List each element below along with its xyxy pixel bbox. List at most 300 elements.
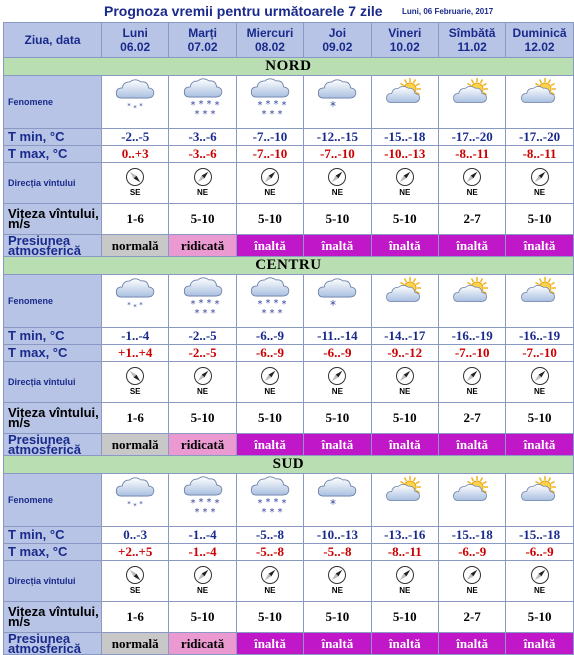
phenomena-cell xyxy=(506,474,573,527)
cloud-snow-icon xyxy=(109,101,161,127)
compass-icon xyxy=(530,366,550,386)
wind-speed-value: 5-10 xyxy=(236,403,303,434)
svg-text:*: * xyxy=(265,98,271,110)
wind-direction xyxy=(327,565,347,595)
wind-direction-label: NE xyxy=(399,187,411,197)
row-label-tmax: T max, °C xyxy=(4,146,102,163)
svg-text:*: * xyxy=(273,98,279,110)
compass-icon xyxy=(193,565,213,585)
pressure-row xyxy=(4,235,574,257)
compass-icon xyxy=(530,167,550,187)
phenomena-cell xyxy=(506,275,573,328)
row-label-tmax: T max, °C xyxy=(4,544,102,561)
wind-direction xyxy=(193,167,213,197)
svg-text:*: * xyxy=(127,499,131,508)
phenomena-cell xyxy=(438,275,505,328)
svg-text:*: * xyxy=(214,298,220,310)
svg-text:*: * xyxy=(265,496,271,508)
phenomena-row xyxy=(4,474,574,527)
tmax-value: -6..-9 xyxy=(304,345,371,362)
cloud-snow-icon xyxy=(109,300,161,326)
wind-direction-label: NE xyxy=(331,187,343,197)
phenomena-cell xyxy=(304,76,371,129)
phenomena-cell xyxy=(102,474,169,527)
svg-text:*: * xyxy=(330,496,337,511)
row-label-pressure: Presiunea atmosferică xyxy=(4,633,102,655)
wind-speed-value: 2-7 xyxy=(438,602,505,633)
day-date: 09.02 xyxy=(322,40,353,54)
svg-text:*: * xyxy=(194,307,200,319)
compass-icon xyxy=(327,565,347,585)
svg-text:*: * xyxy=(261,307,267,319)
row-label-pressure: Presiunea atmosferică xyxy=(4,434,102,456)
wind-direction-cell xyxy=(169,561,236,602)
tmin-value: -10..-13 xyxy=(304,527,371,544)
pressure-value: înaltă xyxy=(304,633,371,655)
wind-direction-row xyxy=(4,561,574,602)
phenomena-cell xyxy=(102,275,169,328)
svg-text:*: * xyxy=(330,98,337,113)
day-name: Sîmbătă xyxy=(448,26,496,40)
svg-text:*: * xyxy=(261,506,267,518)
svg-text:*: * xyxy=(206,496,212,508)
pressure-value: înaltă xyxy=(506,235,573,257)
day-header xyxy=(236,23,303,58)
wind-speed-row xyxy=(4,602,574,633)
tmin-value: -5..-8 xyxy=(236,527,303,544)
tmin-value: -13..-16 xyxy=(371,527,438,544)
wind-direction xyxy=(125,167,145,197)
partly-cloudy-icon xyxy=(514,110,566,127)
wind-speed-value: 5-10 xyxy=(304,204,371,235)
svg-text:*: * xyxy=(133,103,137,112)
tmax-value: 0..+3 xyxy=(102,146,169,163)
wind-speed-value: 2-7 xyxy=(438,204,505,235)
compass-icon xyxy=(462,565,482,585)
pressure-value: înaltă xyxy=(438,235,505,257)
region-name: CENTRU xyxy=(4,257,574,275)
phenomena-cell xyxy=(506,76,573,129)
pressure-value: înaltă xyxy=(438,633,505,655)
tmin-value: -1..-4 xyxy=(102,328,169,345)
pressure-value: înaltă xyxy=(236,235,303,257)
compass-icon xyxy=(395,167,415,187)
wind-direction-label: NE xyxy=(533,585,546,595)
region-name: NORD xyxy=(4,58,574,76)
wind-direction-cell xyxy=(236,163,303,204)
wind-direction xyxy=(193,366,213,396)
compass-icon xyxy=(462,366,482,386)
row-label-wind-direction: Direcția vîntului xyxy=(4,362,102,403)
svg-text:*: * xyxy=(257,497,263,509)
wind-speed-value: 1-6 xyxy=(102,403,169,434)
cloud-snow-icon xyxy=(311,297,363,326)
row-label-wind-speed: Viteza vîntului, m/s xyxy=(4,403,102,434)
pressure-row xyxy=(4,434,574,456)
svg-text:*: * xyxy=(198,98,204,110)
tmax-value: -9..-12 xyxy=(371,345,438,362)
tmax-value: +1..+4 xyxy=(102,345,169,362)
page-header xyxy=(0,2,574,22)
row-label-tmax: T max, °C xyxy=(4,345,102,362)
day-header xyxy=(506,23,573,58)
tmin-value: -2..-5 xyxy=(169,328,236,345)
day-name: Vineri xyxy=(388,26,422,40)
svg-text:*: * xyxy=(133,302,137,311)
region-row xyxy=(4,257,574,275)
partly-cloudy-icon xyxy=(446,110,498,127)
tmax-value: -10..-13 xyxy=(371,146,438,163)
wind-direction-label: NE xyxy=(466,585,478,595)
row-label-tmin: T min, °C xyxy=(4,129,102,146)
day-name: Duminică xyxy=(512,26,567,40)
tmax-value: -7..-10 xyxy=(236,146,303,163)
compass-icon xyxy=(530,565,550,585)
tmax-value: -6..-9 xyxy=(506,544,573,561)
pressure-value: înaltă xyxy=(236,633,303,655)
cloud-heavy-snow-icon xyxy=(244,297,296,326)
partly-cloudy-icon xyxy=(514,309,566,326)
wind-direction xyxy=(462,565,482,595)
wind-speed-value: 5-10 xyxy=(371,204,438,235)
cloud-heavy-snow-icon xyxy=(177,297,229,326)
tmax-value: -7..-10 xyxy=(304,146,371,163)
row-label-tmin: T min, °C xyxy=(4,328,102,345)
wind-direction xyxy=(530,565,550,595)
wind-speed-value: 5-10 xyxy=(236,204,303,235)
partly-cloudy-icon xyxy=(379,110,431,127)
cloud-snow-icon xyxy=(311,496,363,525)
tmax-value: -5..-8 xyxy=(304,544,371,561)
wind-direction-cell xyxy=(236,362,303,403)
tmax-value: -5..-8 xyxy=(236,544,303,561)
svg-text:*: * xyxy=(206,297,212,309)
wind-direction-label: SE xyxy=(129,585,141,595)
tmin-value: -2..-5 xyxy=(102,129,169,146)
wind-speed-row xyxy=(4,204,574,235)
svg-text:*: * xyxy=(214,99,220,111)
wind-speed-value: 5-10 xyxy=(371,403,438,434)
compass-icon xyxy=(125,366,145,386)
wind-direction-cell xyxy=(438,362,505,403)
pressure-value: înaltă xyxy=(236,434,303,456)
svg-text:*: * xyxy=(210,506,216,518)
tmax-value: -8..-11 xyxy=(371,544,438,561)
tmin-value: -6..-9 xyxy=(236,328,303,345)
wind-direction xyxy=(327,366,347,396)
wind-direction xyxy=(260,366,280,396)
svg-text:*: * xyxy=(277,506,283,518)
tmin-value: -17..-20 xyxy=(438,129,505,146)
wind-speed-value: 1-6 xyxy=(102,602,169,633)
phenomena-cell xyxy=(169,474,236,527)
wind-direction-label: NE xyxy=(331,386,343,396)
svg-text:*: * xyxy=(202,108,208,120)
row-label-phenomena: Fenomene xyxy=(4,275,102,328)
tmin-value: -16..-19 xyxy=(438,328,505,345)
tmin-value: -3..-6 xyxy=(169,129,236,146)
compass-icon xyxy=(260,366,280,386)
svg-text:*: * xyxy=(281,298,287,310)
compass-icon xyxy=(327,167,347,187)
wind-direction-cell xyxy=(438,561,505,602)
phenomena-cell xyxy=(438,474,505,527)
tmin-value: -14..-17 xyxy=(371,328,438,345)
compass-icon xyxy=(395,565,415,585)
pressure-value: înaltă xyxy=(438,434,505,456)
svg-text:*: * xyxy=(281,497,287,509)
svg-text:*: * xyxy=(194,108,200,120)
region-row xyxy=(4,456,574,474)
phenomena-cell xyxy=(371,275,438,328)
compass-icon xyxy=(193,366,213,386)
pressure-value: înaltă xyxy=(371,633,438,655)
cloud-heavy-snow-icon xyxy=(177,98,229,127)
day-date: 06.02 xyxy=(120,40,151,54)
day-date: 10.02 xyxy=(389,40,420,54)
day-date: 08.02 xyxy=(254,40,285,54)
svg-text:*: * xyxy=(139,101,143,110)
wind-speed-value: 5-10 xyxy=(169,602,236,633)
wind-direction-cell xyxy=(371,561,438,602)
wind-direction-label: NE xyxy=(399,585,411,595)
wind-speed-value: 5-10 xyxy=(506,204,573,235)
tmin-value: -15..-18 xyxy=(506,527,573,544)
wind-direction-cell xyxy=(102,163,169,204)
wind-speed-value: 5-10 xyxy=(304,403,371,434)
svg-text:*: * xyxy=(139,300,143,309)
phenomena-row xyxy=(4,76,574,129)
row-label-wind-speed: Viteza vîntului, m/s xyxy=(4,204,102,235)
svg-text:*: * xyxy=(127,101,131,110)
tmax-value: -7..-10 xyxy=(506,345,573,362)
wind-direction-label: NE xyxy=(533,187,546,197)
partly-cloudy-icon xyxy=(446,309,498,326)
tmin-value: 0..-3 xyxy=(102,527,169,544)
svg-text:*: * xyxy=(269,307,275,319)
wind-direction-cell xyxy=(102,362,169,403)
wind-direction-cell xyxy=(506,163,573,204)
day-date: 11.02 xyxy=(457,40,487,54)
compass-icon xyxy=(327,366,347,386)
partly-cloudy-icon xyxy=(514,508,566,525)
wind-direction-label: NE xyxy=(197,585,209,595)
day-header xyxy=(169,23,236,58)
tmax-value: -8..-11 xyxy=(438,146,505,163)
wind-direction xyxy=(530,167,550,197)
pressure-value: înaltă xyxy=(506,434,573,456)
wind-direction-label: NE xyxy=(466,187,478,197)
svg-text:*: * xyxy=(281,99,287,111)
tmax-value: -7..-10 xyxy=(438,345,505,362)
phenomena-cell xyxy=(169,76,236,129)
tmin-value: -12..-15 xyxy=(304,129,371,146)
tmax-value: -6..-9 xyxy=(438,544,505,561)
wind-direction xyxy=(327,167,347,197)
day-header xyxy=(304,23,371,58)
wind-speed-value: 5-10 xyxy=(506,602,573,633)
day-name: Marți xyxy=(188,26,217,40)
wind-direction xyxy=(395,366,415,396)
wind-direction-cell xyxy=(506,362,573,403)
wind-speed-row xyxy=(4,403,574,434)
wind-direction xyxy=(462,167,482,197)
svg-text:*: * xyxy=(269,506,275,518)
tmin-value: -16..-19 xyxy=(506,328,573,345)
compass-icon xyxy=(125,167,145,187)
cloud-snow-icon xyxy=(109,499,161,525)
wind-direction-label: SE xyxy=(129,386,141,396)
wind-direction-cell xyxy=(169,163,236,204)
wind-direction xyxy=(260,565,280,595)
wind-direction-label: NE xyxy=(466,386,478,396)
tmax-row xyxy=(4,146,574,163)
day-name: Joi xyxy=(328,26,347,40)
wind-direction-row xyxy=(4,163,574,204)
pressure-value: normală xyxy=(102,235,169,257)
tmin-value: -15..-18 xyxy=(438,527,505,544)
wind-speed-value: 5-10 xyxy=(304,602,371,633)
svg-text:*: * xyxy=(273,297,279,309)
pressure-value: înaltă xyxy=(304,235,371,257)
wind-direction-label: NE xyxy=(533,386,546,396)
wind-direction xyxy=(530,366,550,396)
phenomena-cell xyxy=(169,275,236,328)
cloud-heavy-snow-icon xyxy=(244,496,296,525)
tmax-value: -8..-11 xyxy=(506,146,573,163)
phenomena-cell xyxy=(236,76,303,129)
tmin-value: -7..-10 xyxy=(236,129,303,146)
phenomena-cell xyxy=(304,474,371,527)
row-label-wind-speed: Viteza vîntului, m/s xyxy=(4,602,102,633)
day-name: Miercuri xyxy=(246,26,294,40)
svg-text:*: * xyxy=(190,497,196,509)
svg-text:*: * xyxy=(127,300,131,309)
partly-cloudy-icon xyxy=(379,309,431,326)
row-label-pressure: Presiunea atmosferică xyxy=(4,235,102,257)
tmax-value: -2..-5 xyxy=(169,345,236,362)
wind-direction-label: NE xyxy=(331,585,343,595)
wind-direction xyxy=(125,366,145,396)
svg-text:*: * xyxy=(210,307,216,319)
pressure-row xyxy=(4,633,574,655)
pressure-value: ridicată xyxy=(169,633,236,655)
phenomena-cell xyxy=(304,275,371,328)
wind-speed-value: 5-10 xyxy=(506,403,573,434)
wind-direction xyxy=(395,565,415,595)
svg-text:*: * xyxy=(190,99,196,111)
wind-direction-cell xyxy=(169,362,236,403)
compass-icon xyxy=(395,366,415,386)
wind-direction-label: NE xyxy=(264,386,276,396)
day-date-label: Ziua, data xyxy=(4,23,102,58)
wind-direction-label: NE xyxy=(197,386,209,396)
svg-text:*: * xyxy=(214,497,220,509)
wind-direction xyxy=(193,565,213,595)
phenomena-cell xyxy=(102,76,169,129)
wind-speed-value: 2-7 xyxy=(438,403,505,434)
svg-text:*: * xyxy=(190,298,196,310)
svg-text:*: * xyxy=(198,297,204,309)
day-header xyxy=(371,23,438,58)
phenomena-cell xyxy=(236,474,303,527)
wind-direction xyxy=(395,167,415,197)
tmin-row xyxy=(4,129,574,146)
pressure-value: ridicată xyxy=(169,434,236,456)
tmin-value: -11..-14 xyxy=(304,328,371,345)
compass-icon xyxy=(260,565,280,585)
wind-direction xyxy=(462,366,482,396)
svg-text:*: * xyxy=(206,98,212,110)
svg-text:*: * xyxy=(202,307,208,319)
wind-direction xyxy=(125,565,145,595)
forecast-table xyxy=(3,22,574,655)
wind-direction-cell xyxy=(438,163,505,204)
tmin-value: -17..-20 xyxy=(506,129,573,146)
header-row xyxy=(4,23,574,58)
wind-speed-value: 1-6 xyxy=(102,204,169,235)
day-name: Luni xyxy=(122,26,148,40)
svg-text:*: * xyxy=(133,501,137,510)
pressure-value: normală xyxy=(102,633,169,655)
wind-direction-cell xyxy=(304,362,371,403)
svg-text:*: * xyxy=(257,298,263,310)
svg-text:*: * xyxy=(194,506,200,518)
tmin-row xyxy=(4,527,574,544)
day-date: 12.02 xyxy=(524,40,555,54)
compass-icon xyxy=(193,167,213,187)
tmax-row xyxy=(4,345,574,362)
tmin-value: -1..-4 xyxy=(169,527,236,544)
day-header xyxy=(102,23,169,58)
day-header xyxy=(438,23,505,58)
wind-speed-value: 5-10 xyxy=(169,204,236,235)
wind-direction-cell xyxy=(371,362,438,403)
wind-direction-label: NE xyxy=(197,187,209,197)
region-row xyxy=(4,58,574,76)
pressure-value: înaltă xyxy=(371,434,438,456)
wind-direction-cell xyxy=(236,561,303,602)
svg-text:*: * xyxy=(265,297,271,309)
compass-icon xyxy=(462,167,482,187)
tmax-value: -6..-9 xyxy=(236,345,303,362)
wind-direction-cell xyxy=(371,163,438,204)
wind-direction-label: NE xyxy=(264,187,276,197)
tmax-row xyxy=(4,544,574,561)
partly-cloudy-icon xyxy=(446,508,498,525)
row-label-phenomena: Fenomene xyxy=(4,474,102,527)
pressure-value: ridicată xyxy=(169,235,236,257)
svg-text:*: * xyxy=(202,506,208,518)
tmax-value: -1..-4 xyxy=(169,544,236,561)
wind-speed-value: 5-10 xyxy=(169,403,236,434)
day-date: 07.02 xyxy=(187,40,218,54)
tmin-row xyxy=(4,328,574,345)
report-date: Luni, 06 Februarie, 2017 xyxy=(402,7,494,16)
tmin-value: -15..-18 xyxy=(371,129,438,146)
wind-direction-cell xyxy=(304,163,371,204)
svg-text:*: * xyxy=(198,496,204,508)
compass-icon xyxy=(125,565,145,585)
wind-direction-cell xyxy=(506,561,573,602)
svg-text:*: * xyxy=(257,99,263,111)
pressure-value: înaltă xyxy=(304,434,371,456)
tmax-value: +2..+5 xyxy=(102,544,169,561)
svg-text:*: * xyxy=(269,108,275,120)
svg-text:*: * xyxy=(273,496,279,508)
phenomena-cell xyxy=(371,474,438,527)
svg-text:*: * xyxy=(330,297,337,312)
